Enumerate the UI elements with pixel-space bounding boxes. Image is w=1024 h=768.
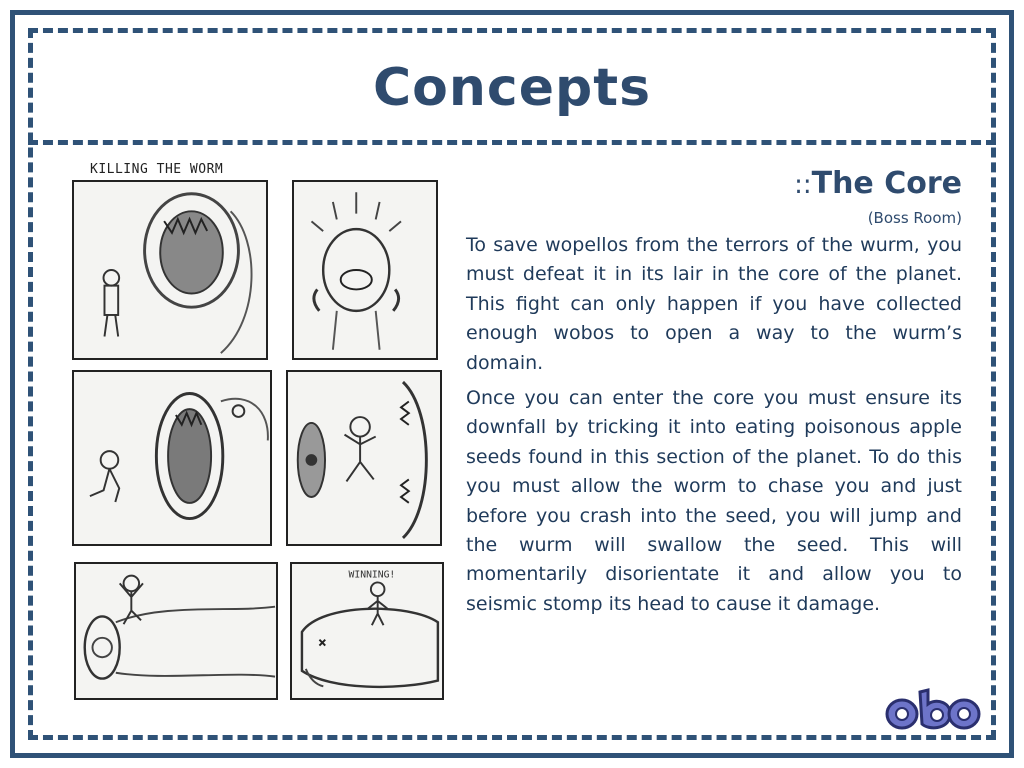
storyboard-panel-1 [72,180,268,360]
section-text [466,164,962,619]
slide-title: Concepts [372,58,652,118]
winning-stomp-sketch [292,564,442,698]
paragraph-2: Once you can enter the core you must ensure its downfall by tricking it into eating poisonous apple seeds found in this section of the planet. To do this you must allow the worm to chase you and just before you crash into the seed, you will jump and the wurm will swallow the seed. This will momentarily disorientate it and allow you to seismic stomp its head to cause it damage. [466,387,962,615]
obo-logo [884,686,982,732]
wurm-mouth-sketch [74,182,266,358]
paragraph-1: To save wopellos from the terrors of the wurm, you must defeat it in its lair in the core of the planet. This fight can only happen if you have collected enough wobos to open a way to the wurm’s domain. [466,234,962,374]
heading-text: The Core [811,166,962,201]
heading-prefix: :: [794,170,812,200]
wurm-chase-sketch [74,372,270,544]
storyboard-panel-3 [72,370,272,546]
storyboard-caption: KILLING THE WORM [90,162,224,177]
storyboard-sketches [68,156,448,704]
section-heading [466,164,962,205]
storyboard-panel-2 [292,180,438,360]
title-divider [28,140,996,145]
storyboard-panel-4 [286,370,442,546]
winning-note: WINNING! [348,569,396,581]
scared-character-sketch [294,182,436,358]
storyboard-panel-5 [74,562,278,700]
section-subheading: (Boss Room) [867,209,962,227]
wurm-swallow-sketch [76,564,276,698]
storyboard-panel-6 [290,562,444,700]
seed-jump-sketch [288,372,440,544]
